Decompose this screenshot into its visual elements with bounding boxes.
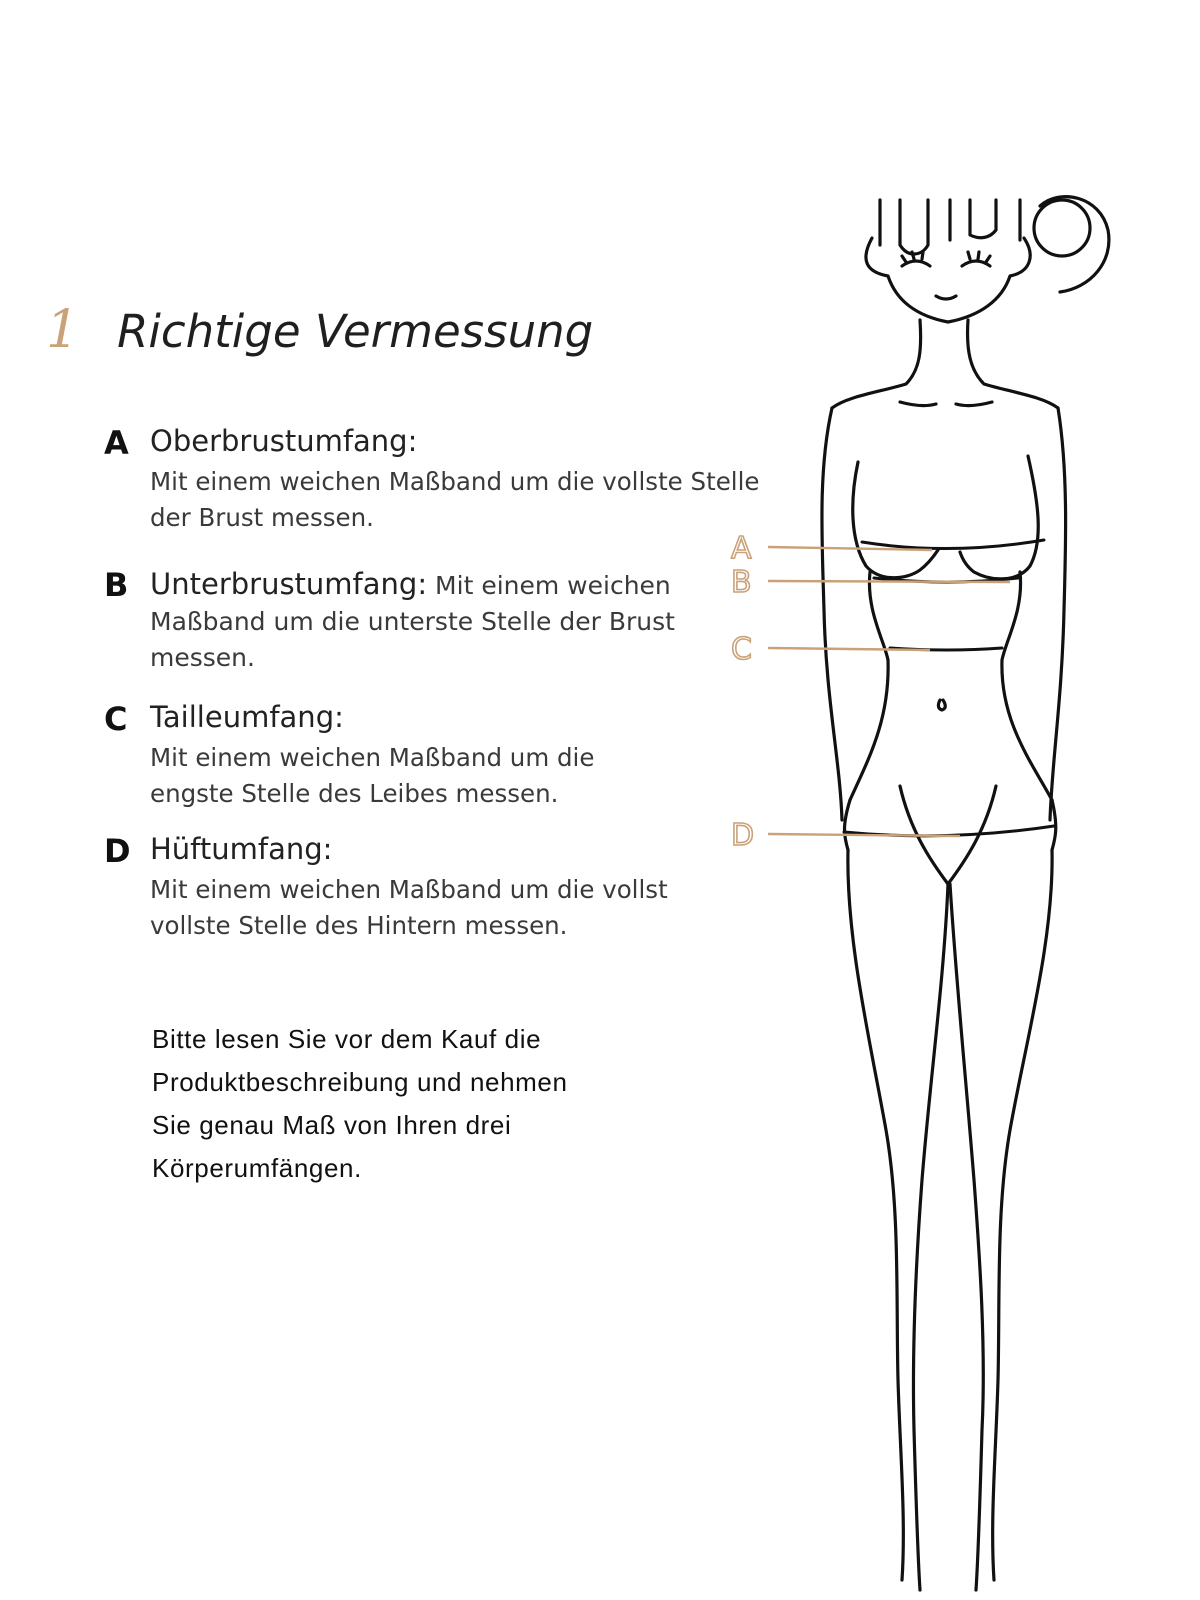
figure-marker-d: D xyxy=(731,818,755,853)
measurement-description: Mit einem weichen Maßband um die unterste Stelle der Brust messen. xyxy=(150,571,675,672)
torso-left xyxy=(850,572,888,800)
measurement-description: Mit einem weichen Maßband um die vollst vollste Stelle des Hintern messen. xyxy=(150,875,668,940)
left-leg-outer xyxy=(848,850,903,1580)
measurement-label: Tailleumfang: xyxy=(150,700,344,734)
hip-left xyxy=(845,800,851,850)
right-leg-outer xyxy=(993,850,1052,1580)
collarbones xyxy=(900,402,992,406)
section-title: Richtige Vermessung xyxy=(117,305,594,358)
torso-right xyxy=(1002,572,1052,800)
measurement-letter: C xyxy=(104,700,128,738)
leader-b xyxy=(768,581,1010,582)
figure-outline xyxy=(822,197,1109,1590)
measurement-label: Unterbrustumfang: xyxy=(150,567,428,601)
measurement-label: Oberbrustumfang: xyxy=(150,424,418,458)
figure-marker-c: C xyxy=(731,632,752,667)
right-shoulder xyxy=(968,320,1058,408)
band-a xyxy=(862,540,1044,549)
hair-bangs xyxy=(880,200,1020,254)
hair-bun-outer xyxy=(1040,197,1109,292)
purchase-notice: Bitte lesen Sie vor dem Kauf die Produktbeschreibung und nehmen Sie genau Maß von Ihren drei Körperumfängen. xyxy=(152,1024,568,1183)
right-arm xyxy=(1050,408,1066,820)
measurement-description: Mit einem weichen Maßband um die engste Stelle des Leibes messen. xyxy=(150,743,595,808)
measurement-bands xyxy=(844,540,1054,836)
leader-d xyxy=(768,834,960,836)
section-number: 1 xyxy=(46,300,80,360)
measurement-letter: D xyxy=(104,832,131,870)
measurement-letter: A xyxy=(104,424,129,462)
hair-bun-inner xyxy=(1034,200,1090,256)
right-eye xyxy=(962,252,990,266)
left-leg-inner xyxy=(913,884,948,1590)
figure-marker-a: A xyxy=(731,531,752,566)
measurement-label: Hüftumfang: xyxy=(150,832,333,866)
navel xyxy=(938,700,945,710)
right-breast xyxy=(960,456,1038,579)
left-breast xyxy=(853,462,938,578)
head-outline xyxy=(866,238,1030,322)
left-arm xyxy=(822,408,842,820)
mouth xyxy=(936,296,956,299)
figure-marker-b: B xyxy=(731,565,752,600)
left-shoulder xyxy=(832,320,921,408)
right-leg-inner xyxy=(950,884,983,1590)
measurement-description: Mit einem weichen Maßband um die vollste Stelle der Brust messen. xyxy=(150,467,760,532)
leader-lines xyxy=(768,547,1010,836)
measurement-letter: B xyxy=(104,566,129,604)
